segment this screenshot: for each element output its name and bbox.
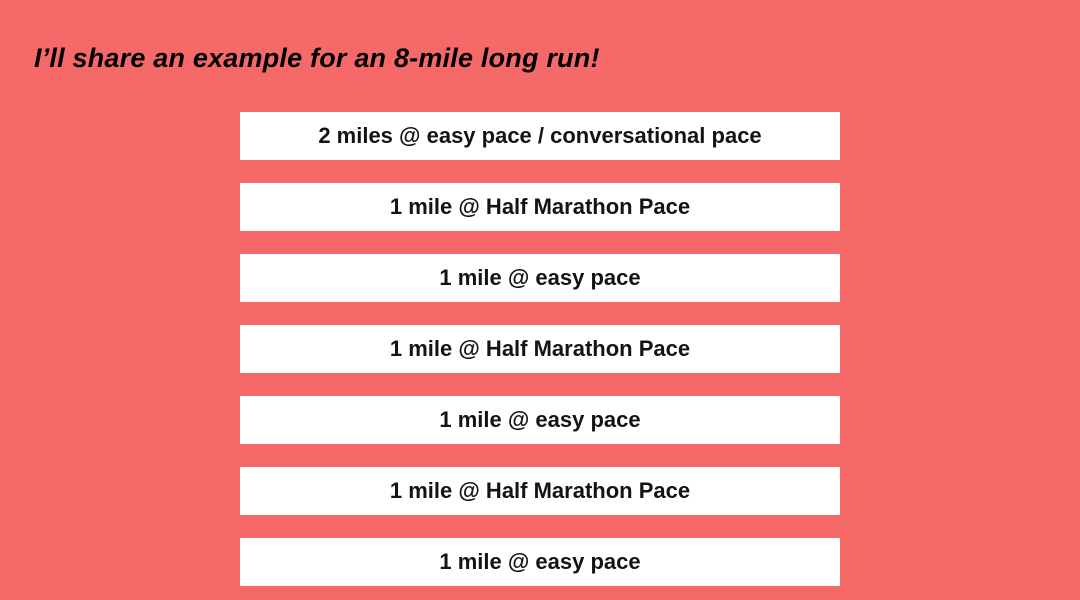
workout-step-label: 1 mile @ easy pace [439, 265, 641, 290]
workout-step [240, 183, 840, 231]
workout-step [240, 112, 840, 160]
workout-step [240, 396, 840, 444]
workout-step-label: 1 mile @ Half Marathon Pace [389, 478, 691, 503]
workout-step [240, 325, 840, 373]
workout-step-label: 2 miles @ easy pace / conversational pace [318, 123, 762, 148]
workout-step [240, 254, 840, 302]
workout-step [240, 538, 840, 586]
page-title: I’ll share an example for an 8-mile long run! [34, 43, 600, 73]
workout-step-label: 1 mile @ Half Marathon Pace [389, 336, 691, 361]
workout-step-label: 1 mile @ easy pace [439, 407, 641, 432]
workout-step-list [240, 112, 840, 586]
workout-step-label: 1 mile @ easy pace [439, 549, 641, 574]
workout-step-label: 1 mile @ Half Marathon Pace [389, 194, 691, 219]
workout-step [240, 467, 840, 515]
